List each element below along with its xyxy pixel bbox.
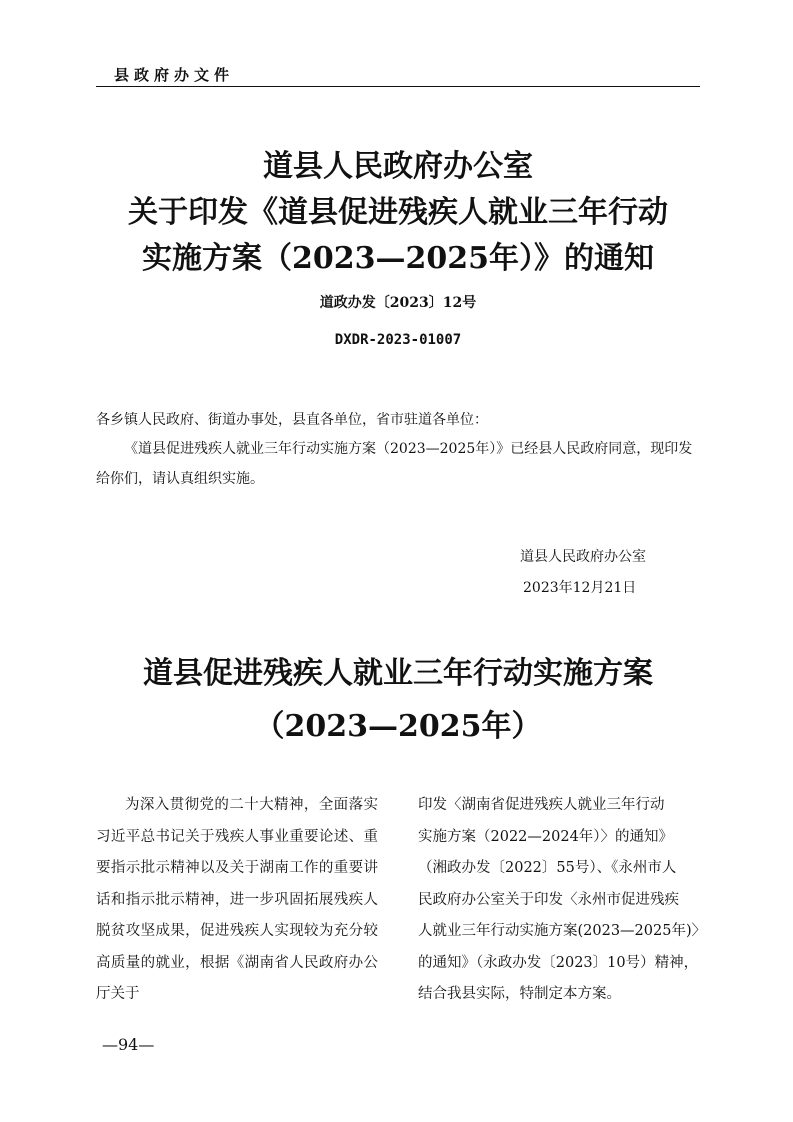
plan-paragraph-left: 为深入贯彻党的二十大精神，全面落实习近平总书记关于残疾人事业重要论述、重要指示批示精神以及关于湖南工作的重要讲话和指示批示精神，进一步巩固拓展残疾人脱贫攻坚成果，促进残疾人实现较为充分较高质量的就业，根据《湖南省人民政府办公厅关于 [96, 797, 378, 1002]
header-label: 县政府办文件 [114, 66, 235, 84]
document-number: 道政办发〔2023〕12号 [319, 295, 477, 311]
header-rule [96, 86, 700, 87]
plan-paragraph-right [418, 790, 707, 1011]
notice-title-line: 关于印发《道县促进残疾人就业三年行动 [128, 195, 668, 230]
document-code: DXDR-2023-01007 [334, 332, 462, 348]
paragraph-line: 印发〈湖南省促进残疾人就业三年行动 [418, 797, 665, 813]
plan-title-years: （2023—2025年） [254, 709, 542, 744]
paragraph-line: 实施方案（2022—2024年）〉的通知》 [418, 828, 674, 845]
paragraph-line: 民政府办公室关于印发〈永州市促进残疾 [418, 891, 679, 908]
addressee: 各乡镇人民政府、街道办事处，县直各单位，省市驻道各单位： [96, 412, 488, 428]
notice-body: 《道县促进残疾人就业三年行动实施方案（2023—2025年）》已经县人民政府同意，现印发给你们，请认真组织实施。 [96, 441, 693, 487]
plan-title: 道县促进残疾人就业三年行动实施方案 [143, 656, 653, 691]
paragraph-line: （湘政办发〔2022〕55号）、《永州市人 [418, 860, 677, 876]
paragraph-line: 人就业三年行动实施方案(2023—2025年)〉 [418, 923, 707, 939]
paragraph-line: 结合我县实际，特制定本方案。 [418, 986, 621, 1002]
page-number: —94— [102, 1035, 155, 1054]
paragraph-line: 的通知》（永政办发〔2023〕10号）精神， [418, 954, 699, 971]
notice-title [96, 144, 700, 282]
signature-org: 道县人民政府办公室 [520, 549, 646, 565]
notice-title-line: 实施方案（2023—2025年）》的通知 [142, 241, 654, 276]
notice-title-line: 道县人民政府办公室 [263, 149, 533, 184]
signature-date: 2023年12月21日 [523, 580, 637, 596]
